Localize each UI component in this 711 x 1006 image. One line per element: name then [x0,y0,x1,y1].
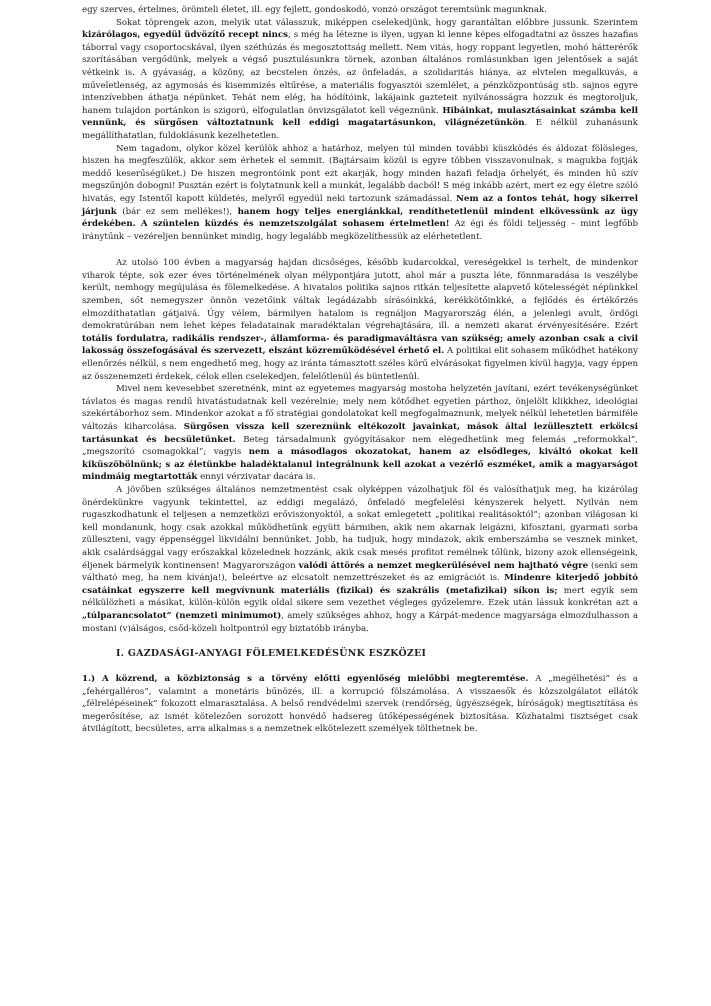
bold-run: 1.) A közrend, a közbiztonság s a törvény előtti egyenlőség mielőbbi megteremtése. [82,674,529,685]
paragraph-p6 [82,484,638,635]
bold-run: Mindenre kiterjedő jobbító csatáinkat egyszerre kell megvívnunk materiális (fizikai) és szakrális (metafizikai) síkon is; [82,573,638,596]
text-run: Mivel nem kevesebbet szeretnénk, mint az egyetemes magyarság mostoha helyzetén javítani, ezért tevékenységünket távlatos és magas rendű hivatástudatnak kell vezérelnie; mely nem kötődhet egyetlen párthoz, önjelölt klikkhez, ideológiai szekértáborhoz sem. Mindenkor azokat a fő stratégiai gondolatokat kell megfogalmaznunk, melyek nélkül lehetetlen bármiféle változás kiharcolása. [82,384,638,432]
section-gap-after [82,661,638,673]
text-run: A „megélhetési” és a „fehérgalléros”, valamint a monetáris bűnözés, ill. a korrupció fölszámolása. A visszaesők és közszolgálatot ellátók „félrelépéseinek” fokozott elmarasztalása. A belső rendvédelmi szervek (rendőrség, ügyészségek, bíróságok) megtisztítása és megerősítése, az ismét kötelezően sorozott honvédő hadsereg ütőképességének biztosítása. Közhatalmi tisztséget csak átvilágított, becsületes, arra alkalmas s a nemzetnek elkötelezett személyek tölthetnek be. [82,674,638,735]
bold-run: hanem hogy teljes energiánkkal, rendíthetetlenül mindent elkövessünk az ügy érdekében. A szüntelen küzdés és nemzetszolgálat sohasem értelmetlen! [82,206,638,230]
text-run: A jövőben szükséges általános nemzetmentést csak olyképpen vázolhatjuk föl és valósíthatjuk meg, ha kizárólag önérdekünkre vagyunk tekintettel, az eddigi megalázó, önfeladó megfelelési kényszerek helyett. Nyilván nem rugaszkodhatunk el teljesen a nemzetközi erőviszonyoktól, a sokat emlegetett „politikai realitásoktól”; azonban világosan ki kell mondanunk, hogy csak azokkal működhetünk együtt bármiben, akik nem akarnak leigázni, kifosztani, gyarmati sorba zülleszteni, vagy éppenséggel likvidálni bennünket. Jobb, ha tudjuk, hogy mindazok, akik emberszámba se vesznek minket, akik csalárdsággal vagy erőszakkal közelednek hozzánk, akik csak mesés profitot remélnek tőlünk, bizony azok ellenségeink, éljenek bármelyik kontinensen! Magyarországon [82,484,638,571]
section-text [82,673,638,736]
bold-run: Hibáinkat, mulasztásainkat számba kell vennünk, és sürgősen változtatnunk kell eddigi magatartásunkon, világnézetünkön [82,105,638,129]
text-run: . E nélkül zuhanásunk megállíthatatlan, fuldoklásunk kezelhetetlen. [82,118,638,141]
bold-run: Nem az a fontos tehát, hogy sikerrel járjunk [82,193,638,217]
text-run: (bár ez sem mellékes!), [116,206,238,217]
paragraph-s1 [82,673,638,736]
bold-run: valódi áttörés a nemzet megkerülésével nem hajtható végre [298,560,589,571]
text-run: A politikai elit sohasem működhet hatékony ellenőrzés nélkül, s nem engedhető meg, hogy az iránta támasztott széles körű elvárásokat figyelmen kívül hagyja, vagy éppen az összenemzeti érdekek, célok ellen cselekedjen, felelőtlenül és büntetlenül. [82,346,638,382]
paragraph-p2 [82,17,638,143]
bold-run: totális fordulatra, radikális rendszer-, államforma- és paradigmaváltásra van szükség; amely azonban csak a civil lakosság összefogásával és szervezett, elszánt közreműködésével érhető el. [82,333,638,357]
text-run: Nem tagadom, olykor közel kerülök ahhoz a határhoz, melyen túl minden további küszködés és áldozat fölösleges, hiszen ha megfeszülök, akkor sem érhetek el semmit. (Bajtársaim közül is egyre többen visszavonulnak, s magukba fojtják meddő keserűségüket.) De hiszen megrontóink pont ezt akarják, hogy minden hazafi feladja örhelyét, és minden hű szív megszűnjön dobogni! Pusztán ezért is folytatnunk kell a munkát, legalább dacból! S még inkább azért, mert ez egy életre szóló hivatás, egy Istentől kapott küldetés, melyről egyedül neki tartozunk számadással. [82,143,638,204]
text-run: egy szerves, értelmes, örömteli életet, ill. egy fejlett, gondoskodó, vonzó országot teremtsünk magunknak. [82,5,547,15]
text-run: , s még ha létezne is ilyen, ugyan ki lenne képes elfogadtatni az összes hazafias táborral vagy csoportocskával, ilyen széthúzás és megosztottság mellett. Nem vitás, hogy roppant legyetlen, mohó hátterérők szorításában vergődünk, melyek a végső pusztulásunkra törnek, azonban általános romlásunkban igen jelentősek a saját vétkeink is. A gyávaság, a közöny, az becstelen önzés, az önfeladás, a szolidaritás hiánya, az elvtelen megalkuvás, a műveletlenség, az agymosás és kisemmizés eltűrése, a materiális fogyasztói szemlélet, a pénzközpontúság stb. sajnos egyre intenzívebben áthatja népünket. Tehát nem elég, ha hódítóink, lakájaink gazteteit nyilvánosságra hozzuk és megtoroljuk, hanem tulajdon portánkon is szigorú, elfogulatlan önvizsgálatot kell végeznünk. [82,30,638,116]
paragraph-p3 [82,143,638,244]
section-gap [82,635,638,647]
text-run: Az égi és földi teljesség – mint legfőbb iránytűnk – vezéreljen bennünket mindig, hogy legalább megközelíthessük az elérhetetlent. [82,219,638,242]
paragraph-p4 [82,257,638,383]
bold-run: kizárólagos, egyedül üdvözítő recept nincs [82,30,288,41]
paragraph-p1 [82,4,638,17]
bold-run: „túlparancsolatot” (nemzeti minimumot) [82,610,282,621]
text-run: Sokat töprengek azon, melyik utat válasszuk, miképpen cselekedjünk, hogy garantáltan előbbre jussunk. Szerintem [116,17,638,28]
bold-run: nem a másodlagos okozatokat, hanem az elsődleges, kiváltó okokat kell kiküszöbölnünk; s az életünkbe haladéktalanul integrálnunk kell azokat a vezérlő eszméket, amik a magyarságot mindmáig megtartották [82,447,638,483]
text-run: (senki sem váltható meg, ha nem kívánja!), beleértve az elcsatolt nemzettrészeket és az emigrációt is. [82,560,639,584]
section-heading: I. GAZDASÁGI-ANYAGI FÖLEMELKEDÉSÜNK ESZKÖZEI [116,648,427,660]
bold-run: Sürgősen vissza kell szereznünk eltékozolt javainkat, mások által lezüllesztett erkölcsi tartásunkat és becsületünket. [82,422,638,445]
body-text [82,4,638,635]
text-run: mert egyik sem nélkülözheti a másikat, külön-külön egyik oldal sikere sem vezethet végleges győzelemre. Ezek után lássuk konkrétan azt a [82,585,638,609]
text-run: ennyi vérzivatar dacára is. [197,472,316,483]
text-run: , amely szükséges ahhoz, hogy a Kárpát-medence magyarsága elmozdulhasson a mostani (v)álságos, csőd-közeli holtpontról egy biztatóbb irányba. [82,610,638,634]
text-run: Az utolsó 100 évben a magyarság hajdan dicsőséges, később kudarcokkal, vereségekkel is terhelt, de mindenkor viharok tépte, sok ezer éves történelmének olyan mélypontjára jutott, ahol már a puszta léte, fönnmaradása is veszélybe került, nemhogy megújulása és fölemelkedése. A hivatalos politika sajnos ritkán teljesítette alapvető kötelességét népünkkel szemben, sőt nemegyszer önnön vezetőink váltak legádázabb sírásóinkká, kerékkötőinkké, a fejlődés és értékőrzés elmozdíthatatlan gátjaivá. Úgy vélem, bármilyen hatalom is regnáljon Magyarország élén, a jelenlegi avult, ördögi demokratúrában nem lehet képes feladatainak maradéktalan végrehajtására, ill. a nemzeti akarat érvényesítésére. Ezért [82,258,638,332]
paragraph-p5 [82,383,638,484]
document-page [82,4,638,736]
text-run: Beteg társadalmunk gyógyításakor nem elégedhetünk meg felemás „reformokkal”, „megszorító csomagokkal”; vagyis [82,434,638,458]
paragraph-gap [82,243,638,257]
